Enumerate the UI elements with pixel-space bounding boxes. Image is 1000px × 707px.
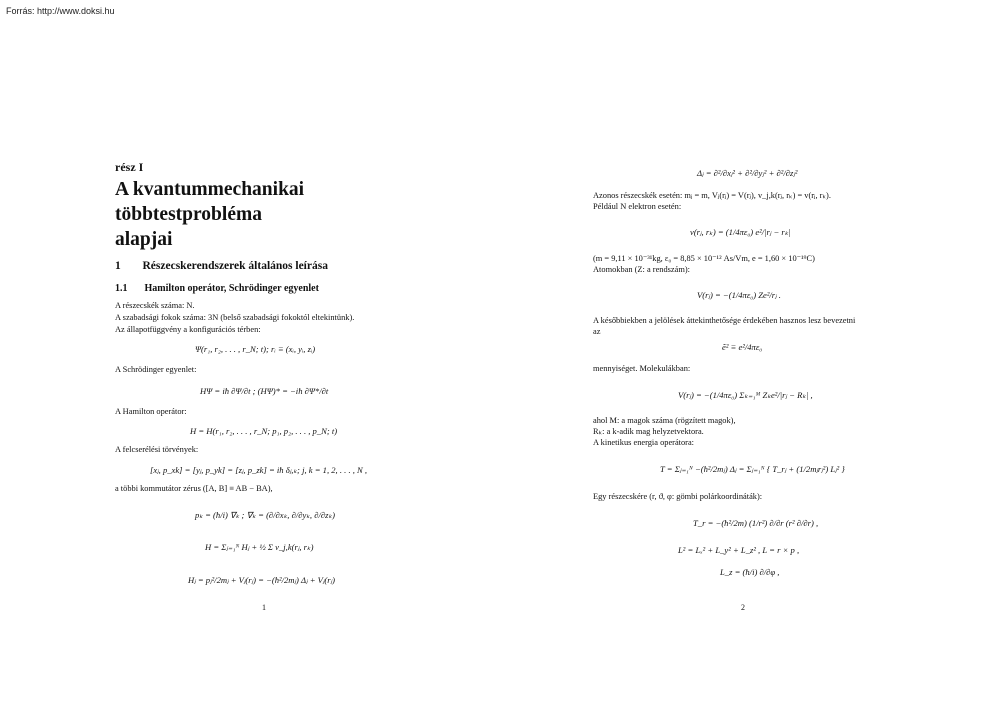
paragraph: A későbbiekben a jelölések áttekinthetősége érdekében hasznos lesz bevezetni bbox=[593, 316, 856, 325]
source-header: Forrás: http://www.doksi.hu bbox=[6, 6, 115, 16]
equation: pₖ = (ħ/i) ∇ₖ ; ∇ₖ = (∂/∂xₖ, ∂/∂yₖ, ∂/∂zₖ) bbox=[195, 510, 335, 520]
paragraph: Egy részecskére (r, ϑ, φ: gömbi polárkoordináták): bbox=[593, 492, 763, 501]
equation: HΨ = iħ ∂Ψ/∂t ; (HΨ)* = −iħ ∂Ψ*/∂t bbox=[200, 386, 329, 396]
equation: V(rⱼ) = −(1/4πε₀) Ze²/rⱼ . bbox=[697, 290, 781, 300]
subsection-title: Hamilton operátor, Schrödinger egyenlet bbox=[144, 283, 319, 294]
paragraph: Rₖ: a k-adik mag helyzetvektora. bbox=[593, 427, 704, 436]
paragraph: A szabadsági fokok száma: 3N (belső szabadsági fokoktól eltekintünk). bbox=[115, 313, 355, 322]
section-title: Részecskerendszerek általános leírása bbox=[142, 260, 328, 272]
paragraph: Atomokban (Z: a rendszám): bbox=[593, 265, 690, 274]
paragraph: A kinetikus energia operátora: bbox=[593, 438, 695, 447]
paragraph: az bbox=[593, 327, 601, 336]
equation: Hⱼ = pⱼ²/2mⱼ + Vⱼ(rⱼ) = −(ħ²/2mⱼ) Δⱼ + Vⱼ(rⱼ) bbox=[188, 575, 335, 585]
subsection-heading bbox=[115, 283, 319, 294]
paragraph: Az állapotfüggvény a konfigurációs térben: bbox=[115, 325, 261, 334]
equation: H = Σⱼ₌₁ᴺ Hⱼ + ½ Σ v_j,k(rⱼ, rₖ) bbox=[205, 542, 314, 552]
page-number: 2 bbox=[741, 603, 745, 612]
subsection-number: 1.1 bbox=[115, 283, 128, 294]
equation: [xⱼ, p_xk] = [yⱼ, p_yk] = [zⱼ, p_zk] = iħ δⱼ,ₖ; j, k = 1, 2, . . . , N , bbox=[150, 465, 368, 475]
page-number: 1 bbox=[262, 603, 266, 612]
paragraph: Például N elektron esetén: bbox=[593, 202, 682, 211]
equation: V(rⱼ) = −(1/4πε₀) Σₖ₌₁ᴹ Zₖe²/|rⱼ − Rₖ| , bbox=[678, 390, 813, 400]
equation: Δⱼ = ∂²/∂xⱼ² + ∂²/∂yⱼ² + ∂²/∂zⱼ² bbox=[697, 168, 798, 178]
paragraph: ahol M: a magok száma (rögzített magok), bbox=[593, 416, 736, 425]
paragraph: A részecskék száma: N. bbox=[115, 301, 195, 310]
equation: T_r = −(ħ²/2m) (1/r²) ∂/∂r (r² ∂/∂r) , bbox=[693, 518, 819, 528]
equation: T = Σⱼ₌₁ᴺ −(ħ²/2mⱼ) Δⱼ = Σⱼ₌₁ᴺ { T_rⱼ + (1/2mⱼrⱼ²) Lⱼ² } bbox=[660, 464, 845, 474]
paragraph: (m = 9,11 × 10⁻³¹kg, ε₀ = 8,85 × 10⁻¹² As/Vm, e = 1,60 × 10⁻¹⁹C) bbox=[593, 254, 815, 263]
paragraph: A Hamilton operátor: bbox=[115, 407, 187, 416]
equation: L_z = (ħ/i) ∂/∂φ , bbox=[720, 567, 780, 577]
equation: L² = Lₓ² + L_y² + L_z² , L = r × p , bbox=[678, 545, 800, 555]
title-line: alapjai bbox=[115, 229, 173, 250]
equation: Ψ(r₁, r₂, . . . , r_N; t); rᵢ ≡ (xᵢ, yᵢ, zᵢ) bbox=[195, 344, 316, 354]
section-heading bbox=[115, 260, 328, 272]
paragraph: mennyiséget. Molekulákban: bbox=[593, 364, 691, 373]
equation: v(rⱼ, rₖ) = (1/4πε₀) e²/|rⱼ − rₖ| bbox=[690, 227, 791, 237]
section-number: 1 bbox=[115, 260, 121, 272]
equation: ẽ² ≡ e²/4πε₀ bbox=[722, 342, 763, 352]
chapter-title bbox=[115, 177, 355, 252]
paragraph: A Schrödinger egyenlet: bbox=[115, 365, 197, 374]
paragraph: Azonos részecskék esetén: mⱼ = m, Vⱼ(rⱼ) = V(rⱼ), v_j,k(rⱼ, rₖ) = v(rⱼ, rₖ). bbox=[593, 191, 831, 200]
paragraph: A felcserélési törvények: bbox=[115, 445, 199, 454]
part-label: rész I bbox=[115, 160, 144, 174]
paragraph: a többi kommutátor zérus ([A, B] ≡ AB − BA), bbox=[115, 484, 273, 493]
equation: H = H(r₁, r₂, . . . , r_N; p₁, p₂, . . . , p_N; t) bbox=[190, 426, 338, 436]
title-line: A kvantummechanikai bbox=[115, 179, 305, 200]
title-line: többtestprobléma bbox=[115, 204, 262, 225]
